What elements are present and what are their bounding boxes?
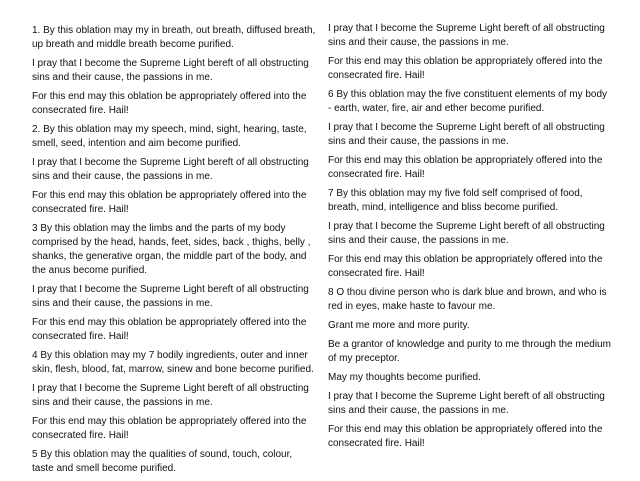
paragraph: For this end may this oblation be appropriately offered into the consecrated fire. Hail!	[328, 424, 603, 449]
paragraph: 1. By this oblation may my in breath, out breath, diffused breath, up breath and middle breath become purified.	[32, 25, 316, 50]
paragraph: Grant me more and more purity.	[328, 320, 470, 331]
paragraph: I pray that I become the Supreme Light bereft of all obstructing sins and their cause, the passions in me.	[32, 157, 309, 182]
paragraph: I pray that I become the Supreme Light bereft of all obstructing sins and their cause, the passions in me.	[32, 284, 309, 309]
paragraph: 3 By this oblation may the limbs and the parts of my body comprised by the head, hands, feet, sides, back , thighs, belly , shanks, the generative organ, the middle part of the body, and the anus become purified.	[32, 223, 311, 276]
left-column	[32, 24, 316, 481]
paragraph: 5 By this oblation may the qualities of sound, touch, colour, taste and smell become purified.	[32, 449, 293, 474]
paragraph: Be a grantor of knowledge and purity to me through the medium of my preceptor.	[328, 339, 611, 364]
paragraph: 4 By this oblation may my 7 bodily ingredients, outer and inner skin, flesh, blood, fat, marrow, sinew and bone become purified.	[32, 350, 314, 375]
paragraph: 7 By this oblation may my five fold self comprised of food, breath, mind, intelligence and bliss become purified.	[328, 188, 583, 213]
paragraph: 2. By this oblation may my speech, mind, sight, hearing, taste, smell, seed, intention and aim become purified.	[32, 124, 307, 149]
paragraph: For this end may this oblation be appropriately offered into the consecrated fire. Hail!	[32, 190, 307, 215]
paragraph: For this end may this oblation be appropriately offered into the consecrated fire. Hail!	[328, 155, 603, 180]
paragraph: 6 By this oblation may the five constituent elements of my body - earth, water, fire, air and ether become purified.	[328, 89, 608, 114]
paragraph: For this end may this oblation be appropriately offered into the consecrated fire. Hail!	[32, 317, 307, 342]
paragraph: For this end may this oblation be appropriately offered into the consecrated fire. Hail!	[32, 416, 307, 441]
paragraph: I pray that I become the Supreme Light bereft of all obstructing sins and their cause, the passions in me.	[328, 122, 605, 147]
paragraph: I pray that I become the Supreme Light bereft of all obstructing sins and their cause, the passions in me.	[32, 58, 309, 83]
paragraph: For this end may this oblation be appropriately offered into the consecrated fire. Hail!	[32, 91, 307, 116]
paragraph: I pray that I become the Supreme Light bereft of all obstructing sins and their cause, the passions in me.	[328, 391, 605, 416]
right-column	[328, 22, 612, 456]
paragraph: I pray that I become the Supreme Light bereft of all obstructing sins and their cause, the passions in me.	[328, 23, 605, 48]
paragraph: For this end may this oblation be appropriately offered into the consecrated fire. Hail!	[328, 56, 603, 81]
paragraph: For this end may this oblation be appropriately offered into the consecrated fire. Hail!	[328, 254, 603, 279]
paragraph: I pray that I become the Supreme Light bereft of all obstructing sins and their cause, the passions in me.	[328, 221, 605, 246]
paragraph: May my thoughts become purified.	[328, 372, 481, 383]
paragraph: I pray that I become the Supreme Light bereft of all obstructing sins and their cause, the passions in me.	[32, 383, 309, 408]
paragraph: 8 O thou divine person who is dark blue and brown, and who is red in eyes, make haste to favour me.	[328, 287, 607, 312]
